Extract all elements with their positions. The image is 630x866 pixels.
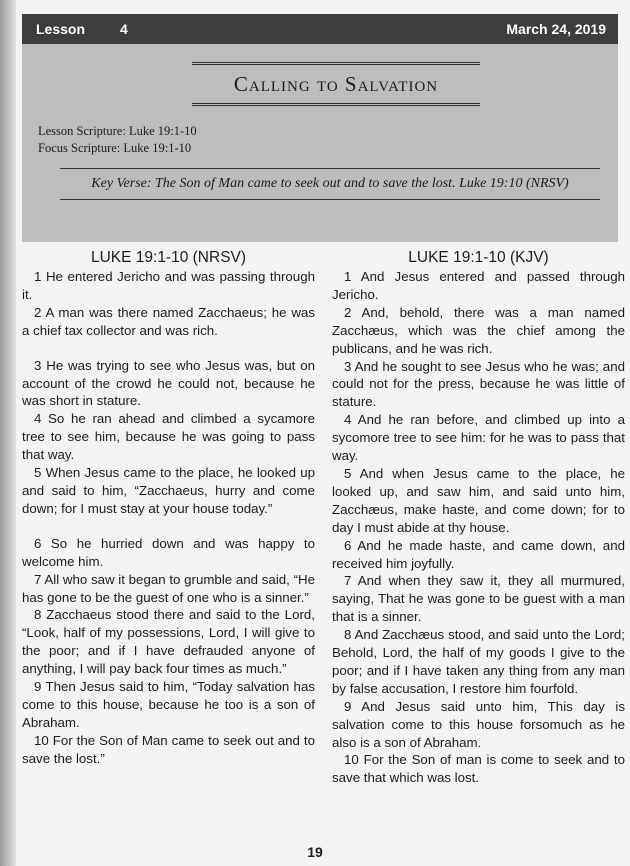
focus-scripture: Focus Scripture: Luke 19:1-10: [38, 141, 192, 155]
kjv-verse: 10 For the Son of man is come to seek and to save that which was lost.: [332, 752, 625, 786]
kjv-verse: 1 And Jesus entered and passed through Jericho.: [332, 269, 625, 302]
kjv-verse: 3 And he sought to see Jesus who he was; and could not for the press, because he was little of stature.: [332, 358, 625, 410]
nrsv-heading: LUKE 19:1-10 (NRSV): [90, 249, 247, 266]
kjv-column: [332, 248, 625, 787]
key-verse: Key Verse: The Son of Man came to seek out and to save the lost. Luke 19:10 (NRSV): [60, 168, 600, 200]
nrsv-verse: 7 All who saw it began to grumble and said, “He has gone to be the guest of one who is a sinner.”: [22, 571, 315, 605]
nrsv-verse: 5 When Jesus came to the place, he looked up and said to him, “Zacchaeus, hurry and come down; for I must stay at your house today.”: [22, 465, 315, 516]
kjv-verse: 8 And Zacchæus stood, and said unto the Lord; Behold, Lord, the half of my goods I give to the poor; and if I have taken any thing from any man by false accusation, I restore him fourfold.: [332, 627, 625, 696]
nrsv-verse: 1 He entered Jericho and was passing through it.: [22, 269, 315, 302]
lesson-bar: [22, 14, 618, 44]
kjv-verse: 4 And he ran before, and climbed up into a sycomore tree to see him: for he was to pass that way.: [332, 412, 625, 464]
nrsv-verse: 2 A man was there named Zacchaeus; he was a chief tax collector and was rich.: [22, 304, 315, 338]
page-number: 19: [307, 844, 323, 860]
nrsv-verse: 6 So he hurried down and was happy to welcome him.: [22, 535, 315, 569]
kjv-heading: LUKE 19:1-10 (KJV): [408, 249, 549, 266]
lesson-header: [22, 44, 618, 242]
lesson-title: Calling to Salvation: [192, 62, 480, 106]
nrsv-verse: 9 Then Jesus said to him, “Today salvation has come to this house, because he too is a son of Abraham.: [22, 679, 315, 730]
lesson-number: 4: [120, 21, 128, 37]
lesson-date: March 24, 2019: [506, 21, 606, 37]
page-spine-shadow: [0, 0, 16, 866]
kjv-verse: 9 And Jesus said unto him, This day is salvation come to this house forsomuch as he also is a son of Abraham.: [332, 698, 625, 750]
kjv-verse: 6 And he made haste, and came down, and received him joyfully.: [332, 537, 625, 571]
lesson-label: Lesson: [36, 21, 86, 37]
nrsv-verse: 4 So he ran ahead and climbed a sycamore tree to see him, because he was going to pass that way.: [22, 411, 315, 463]
lesson-scripture: Lesson Scripture: Luke 19:1-10: [38, 124, 197, 138]
nrsv-column: [22, 248, 315, 768]
kjv-verse: 7 And when they saw it, they all murmured, saying, That he was gone to be guest with a man that is a sinner.: [332, 573, 625, 625]
nrsv-verse: 10 For the Son of Man came to seek out and to save the lost.”: [22, 732, 315, 766]
nrsv-verse: 3 He was trying to see who Jesus was, but on account of the crowd he could not, because he was short in stature.: [22, 357, 315, 409]
kjv-verse: 2 And, behold, there was a man named Zacchæus, which was the chief among the publicans, and he was rich.: [332, 304, 625, 356]
nrsv-verse: 8 Zacchaeus stood there and said to the Lord, “Look, half of my possessions, Lord, I will give to the poor; and if I have defrauded anyone of anything, I will pay back four times as much.”: [22, 607, 315, 677]
kjv-verse: 5 And when Jesus came to the place, he looked up, and saw him, and said unto him, Zacchæus, make haste, and come down; for to day I must abide at thy house.: [332, 465, 625, 535]
